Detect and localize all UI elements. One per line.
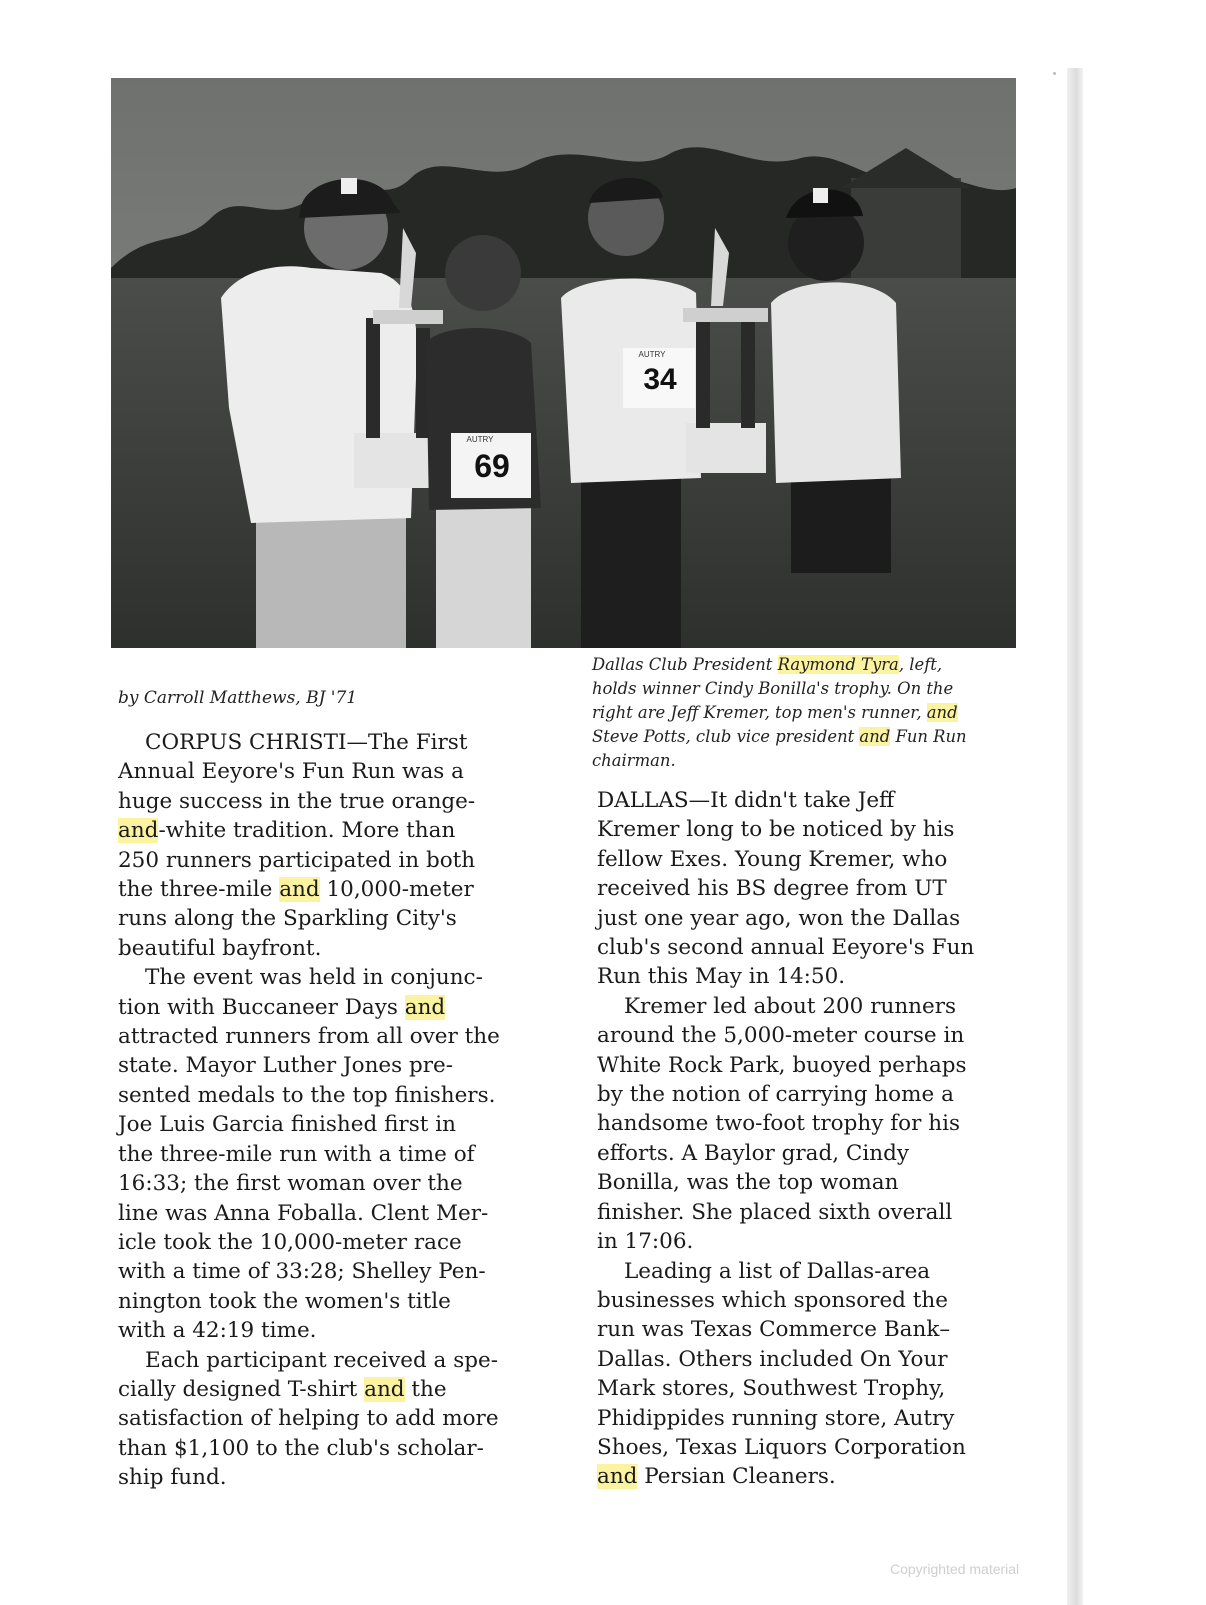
text-line: satisfaction of helping to add more bbox=[118, 1406, 499, 1432]
text-line: sented medals to the top finishers. bbox=[118, 1082, 496, 1108]
text-line: cially designed T-shirt and the bbox=[118, 1376, 447, 1402]
text-line: Each participant received a spe- bbox=[145, 1347, 498, 1373]
text-line: Bonilla, was the top woman bbox=[597, 1170, 899, 1196]
text-line: state. Mayor Luther Jones pre- bbox=[118, 1053, 454, 1079]
caption-line: right are Jeff Kremer, top men's runner, and bbox=[592, 703, 958, 722]
text-line: businesses which sponsored the bbox=[597, 1287, 948, 1313]
text-line: and Persian Cleaners. bbox=[597, 1464, 836, 1490]
bib-brand-right: AUTRY bbox=[638, 350, 666, 359]
text-line: efforts. A Baylor grad, Cindy bbox=[597, 1140, 909, 1166]
text-line: finisher. She placed sixth overall bbox=[597, 1199, 953, 1225]
text-line: beautiful bayfront. bbox=[118, 935, 322, 961]
page-edge bbox=[1067, 68, 1083, 1605]
text-line: Run this May in 14:50. bbox=[597, 964, 846, 990]
copyright-watermark: Copyrighted material bbox=[890, 1561, 1020, 1577]
text-line: the three-mile run with a time of bbox=[118, 1141, 475, 1167]
bib-brand-left: AUTRY bbox=[466, 435, 494, 444]
text-line: Joe Luis Garcia finished first in bbox=[118, 1112, 456, 1138]
text-line: club's second annual Eeyore's Fun bbox=[597, 935, 975, 961]
text-line: Kremer led about 200 runners bbox=[624, 993, 957, 1019]
text-line: icle took the 10,000-meter race bbox=[118, 1229, 462, 1255]
text-line: attracted runners from all over the bbox=[118, 1024, 500, 1050]
caption-line: holds winner Cindy Bonilla's trophy. On the bbox=[592, 679, 954, 698]
caption-line: Steve Potts, club vice president and Fun Run bbox=[592, 727, 967, 746]
text-line: Phidippides running store, Autry bbox=[597, 1405, 955, 1431]
text-line: runs along the Sparkling City's bbox=[118, 906, 457, 932]
byline: by Carroll Matthews, BJ '71 bbox=[118, 688, 358, 708]
bib-number-right: 34 bbox=[643, 363, 677, 396]
text-line: around the 5,000-meter course in bbox=[597, 1023, 965, 1049]
photo-illustration bbox=[111, 78, 1016, 648]
text-line: 16:33; the first woman over the bbox=[118, 1171, 463, 1197]
text-line: by the notion of carrying home a bbox=[597, 1082, 954, 1108]
text-line: nington took the women's title bbox=[118, 1288, 451, 1314]
text-line: than $1,100 to the club's scholar- bbox=[118, 1435, 484, 1461]
bib-number-left: 69 bbox=[474, 448, 510, 484]
article-corpus-christi bbox=[118, 728, 500, 1493]
text-line: Kremer long to be noticed by his bbox=[597, 817, 955, 843]
text-line: received his BS degree from UT bbox=[597, 876, 947, 902]
text-line: Dallas. Others included On Your bbox=[597, 1346, 948, 1372]
text-line: with a time of 33:28; Shelley Pen- bbox=[118, 1259, 486, 1285]
text-line: with a 42:19 time. bbox=[118, 1318, 317, 1344]
caption-line: Dallas Club President Raymond Tyra, left, bbox=[592, 655, 943, 674]
text-line: in 17:06. bbox=[597, 1229, 694, 1255]
text-line: and-white tradition. More than bbox=[118, 818, 456, 844]
text-line: Shoes, Texas Liquors Corporation bbox=[597, 1434, 966, 1460]
page-dot bbox=[1053, 72, 1056, 75]
text-line: Mark stores, Southwest Trophy, bbox=[597, 1376, 946, 1402]
text-line: run was Texas Commerce Bank– bbox=[597, 1317, 951, 1343]
article-dallas bbox=[597, 786, 974, 1492]
caption-line: chairman. bbox=[592, 751, 676, 770]
text-line: ship fund. bbox=[118, 1465, 227, 1491]
text-line: The event was held in conjunc- bbox=[145, 965, 483, 991]
text-line: just one year ago, won the Dallas bbox=[597, 905, 961, 931]
article-photo bbox=[111, 78, 1016, 648]
text-line: 250 runners participated in both bbox=[118, 847, 476, 873]
text-line: the three-mile and 10,000-meter bbox=[118, 877, 474, 903]
text-line: DALLAS—It didn't take Jeff bbox=[597, 788, 895, 813]
text-line: White Rock Park, buoyed perhaps bbox=[597, 1052, 967, 1078]
text-line: handsome two-foot trophy for his bbox=[597, 1111, 960, 1137]
text-line: Leading a list of Dallas-area bbox=[624, 1258, 931, 1284]
text-line: huge success in the true orange- bbox=[118, 788, 476, 814]
photo-caption bbox=[592, 653, 1022, 773]
text-line: CORPUS CHRISTI—The First bbox=[145, 730, 468, 755]
text-line: tion with Buccaneer Days and bbox=[118, 994, 446, 1020]
text-line: fellow Exes. Young Kremer, who bbox=[597, 846, 948, 872]
text-line: line was Anna Foballa. Clent Mer- bbox=[118, 1200, 489, 1226]
text-line: Annual Eeyore's Fun Run was a bbox=[118, 759, 464, 785]
